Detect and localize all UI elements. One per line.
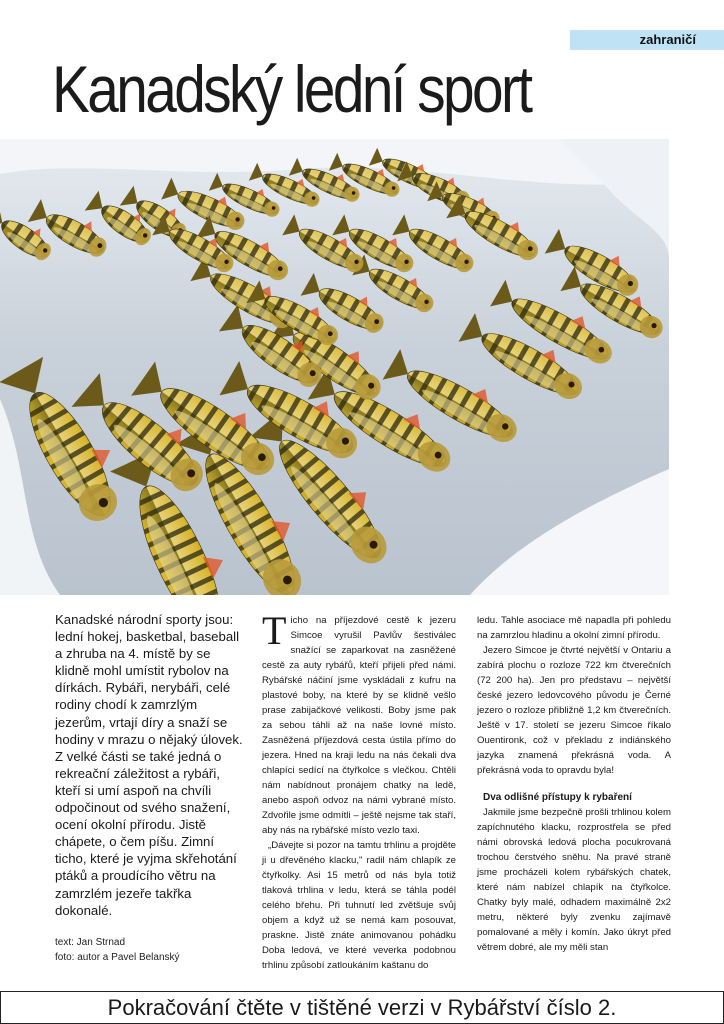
credit-text: text: Jan Strnad bbox=[55, 937, 126, 948]
paragraph: Jezero Simcoe je čtvrté největší v Ontariu a zabírá plochu o rozloze 722 km čtverečních (72 200 ha). Jen pro představu – největší české jezero ledovcového původu je Černé jezero o rozloze přibližně 1,2 km čtverečních. Ještě v 17. století se jezeru Simcoe říkalo Ouentironk, což v překladu z indiánského jazyka znamená překrásná voda. A překrásná voda to opravdu byla! bbox=[477, 645, 671, 776]
paragraph: Jakmile jsme bezpečně prošli trhlinou kolem zapíchnutého klacku, rozprostřela se před námi obrovská ledová plocha pocukrovaná trochou čerstvého sněhu. Na pravé straně jsme procházeli kolem rybářských chatek, které nám nabízel chlapík na čtyřkolce. Chatky byly malé, odhadem maximálně 2x2 metru, některé byly zvenku zajímavě pomalované a měly i komín. Jako úkryt před větrem dobré, ale my měli stan bbox=[477, 807, 671, 953]
subheading: Dva odlišné přístupy k rybaření bbox=[483, 792, 632, 803]
credits bbox=[55, 935, 245, 965]
drop-cap: T bbox=[262, 608, 287, 653]
paragraph: ledu. Tahle asociace mě napadla při pohledu na zamrzlou hladinu a okolní zimní přírodu. bbox=[477, 615, 671, 641]
paragraph: „Dávejte si pozor na tamtu trhlinu a projděte ji u dřevěného klacku," radil nám chlapík ze čtyřkolky. Asi 15 metrů od nás byla totiž tlaková trhlina v ledu, která se táhla podél celého břehu. Při tuhnutí led zvětšuje svůj objem a když už se nemá kam posouvat, praskne. Jistě znáte animovanou pohádku Doba ledová, ve které veverka podobnou trhlinu způsobí zatloukáním kaštanu do bbox=[262, 840, 456, 971]
photo-image bbox=[0, 139, 669, 595]
article-column-2 bbox=[262, 608, 456, 973]
section-tag: zahraničí bbox=[570, 30, 724, 50]
paragraph bbox=[262, 608, 456, 838]
article-column-3 bbox=[477, 613, 671, 955]
credit-photo: foto: autor a Pavel Belanský bbox=[55, 952, 180, 963]
paragraph-text: icho na příjezdové cestě k jezeru Simcoe vyrušil Pavlův šestiválec snažící se zaparkovat na zasněžené cestě za auty rybářů, kteří přijeli před námi. Rybářské náčiní jsme vyskládali z kufru na plastové boby, na které by se klidně vešlo prase zabijačkové velikosti. Boby jsme pak za sebou táhli až na naše lovné místo. Zasněžená příjezdová cesta ústila přímo do jezera. Hned na kraji ledu na nás čekali dva chlapíci sedící na čtyřkolce s vlečkou. Chtěli nám nabídnout pronájem chatky na ledě, anebo aspoň odvoz na námi vybrané místo. Zdvořile jsme odmítli – ještě nejsme tak staří, aby nás na rybářské místo vezlo taxi. bbox=[262, 615, 456, 836]
lead-paragraph: Kanadské národní sporty jsou: lední hokej, basketbal, baseball a zhruba na 4. místě by se klidně mohl umístit rybolov na dírkách. Rybáři, nerybáři, celé rodiny chodí k zamrzlým jezerům, vrtají díry a snaží se hodiny v mrazu o nějaký úlovek. Z velké části se také jedná o rekreační záležitost a rybáři, kteří si umí aspoň na chvíli odpočinout od svého snažení, ocení okolní přírodu. Jistě chápete, o čem píšu. Zimní ticho, které je vyjma skřehotání ptáků a proudícího větru na zamrzlém jezeře takřka dokonalé. bbox=[55, 612, 243, 918]
photo-perch-on-ice bbox=[0, 139, 669, 595]
page-title: Kanadský lední sport bbox=[52, 52, 531, 126]
continuation-banner: Pokračování čtěte v tištěné verzi v Rybářství číslo 2. bbox=[0, 991, 724, 1024]
